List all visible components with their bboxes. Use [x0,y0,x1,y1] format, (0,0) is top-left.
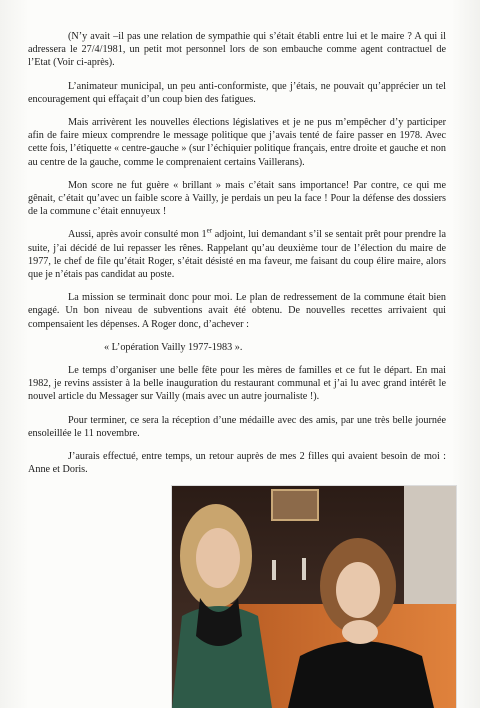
candle [302,558,306,580]
paragraph-text: adjoint, lui demandant s’il se sentait prêt pour prendre la suite, j’ai décidé de lui repasser les rênes. Rappelant qu’au deuxième tour de l’élection du maire de 1977, le chef de file qu’était Roger, s’était désisté en ma faveur, me faisant du coup élire maire, alors que je n’étais pas candidat au poste. [28,229,446,281]
hands-right [342,620,378,644]
superscript: er [206,227,213,236]
paragraph: La mission se terminait donc pour moi. Le plan de redressement de la commune était bien engagé. Un bon niveau de subventions avait été obtenu. De nouvelles recettes arrivaient qui compensaient les dépenses. A Roger donc, d’achever : [28,292,446,330]
face-left [196,528,240,588]
paragraph: Mais arrivèrent les nouvelles élections législatives et je ne pus m’empêcher d’y participer afin de faire mieux comprendre le message politique que j’avais tenté de faire passer en 1978. Avec cette fois, l’étiquette « centre-gauche » (sur l’échiquier politique français, entre droite et gauche et non au centre de la gauche, comme le comprenaient certains Vaillerans). [28,117,446,168]
family-photo [172,486,456,708]
paragraph: J’aurais effectué, entre temps, un retour auprès de mes 2 filles qui avaient besoin de moi : Anne et Doris. [28,451,446,476]
wall-frame [272,490,318,520]
photo-illustration [172,486,456,708]
document-body [28,30,446,486]
paragraph-text: Aussi, après avoir consulté mon 1 [68,229,207,241]
paragraph: Pour terminer, ce sera la réception d’une médaille avec des amis, par une très belle journée ensoleillée le 11 novembre. [28,414,446,439]
face-right [336,562,380,618]
paragraph [28,228,446,281]
paragraph: Le temps d’organiser une belle fête pour les mères de familles et ce fut le départ. En mai 1982, je revins assister à la belle inauguration du restaurant communal et j’ai lu avec grand intérêt le nouvel article du Messager sur Vailly (mais avec un autre journaliste !). [28,365,446,403]
quoted-title: « L’opération Vailly 1977-1983 ». [104,341,243,353]
curtain [404,486,456,606]
paragraph: Mon score ne fut guère « brillant » mais c’était sans importance! Par contre, ce qui me gênait, c’était qu’avec un faible score à Vailly, je perdais un peu la face ! Pour la défense des dossiers de la commune c’était ennuyeux ! [28,179,446,218]
paragraph: (N’y avait –il pas une relation de sympathie qui s’était établi entre lui et le maire ? A qui il adressera le 27/4/1981, un petit mot personnel lors de son embauche comme agent contractuel de l’Etat (Voir ci-après). [28,31,446,69]
candle [272,560,276,580]
paragraph: L’animateur municipal, un peu anti-conformiste, que j’étais, ne pouvait qu’apprécier un tel encouragement qui effaçait d’un coup bien des fatigues. [28,80,446,105]
